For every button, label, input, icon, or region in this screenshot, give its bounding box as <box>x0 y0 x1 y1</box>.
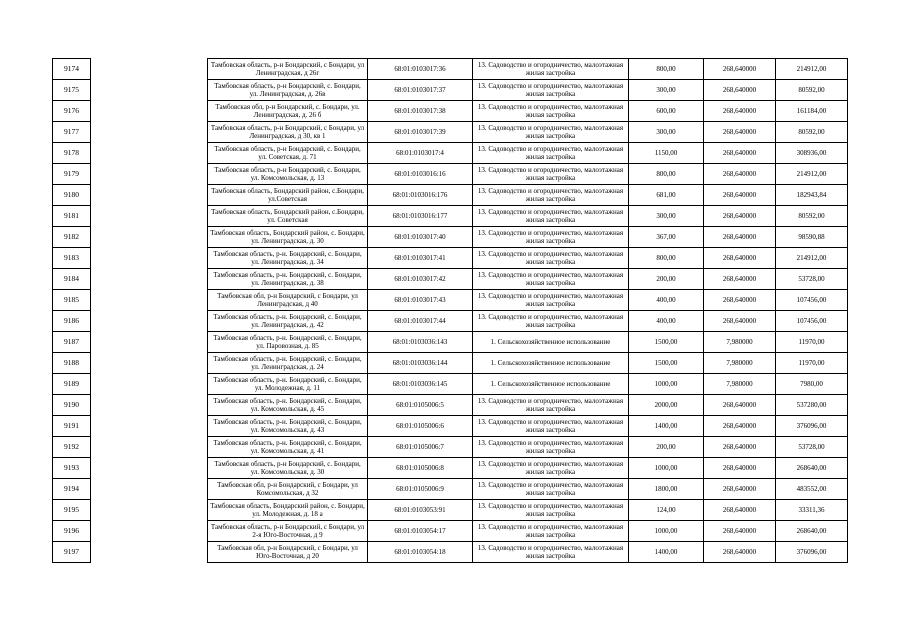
cadastral-value-cell: 182943,84 <box>776 185 848 206</box>
permitted-use-cell: 13. Садоводство и огородничество, малоэтажная жилая застройка <box>473 437 629 458</box>
area-cell: 800,00 <box>629 59 704 80</box>
spacer-cell <box>91 101 208 122</box>
specific-value-cell: 268,640000 <box>704 311 776 332</box>
area-cell: 1150,00 <box>629 143 704 164</box>
table-row <box>53 269 848 290</box>
address-cell: Тамбовская область, р-н Бондарский, с Бондари, ул 2-я Юго-Восточная, д 9 <box>208 521 368 542</box>
cadastral-number-cell: 68:01:0103017:4 <box>368 143 473 164</box>
address-cell: Тамбовская область, р-н Бондарский, с Бондари, ул Ленинградская, д 26г <box>208 59 368 80</box>
cadastral-number-cell: 68:01:0103054:18 <box>368 542 473 563</box>
area-cell: 1000,00 <box>629 521 704 542</box>
spacer-cell <box>91 374 208 395</box>
cadastral-value-table <box>52 58 848 563</box>
spacer-cell <box>91 437 208 458</box>
spacer-cell <box>91 143 208 164</box>
area-cell: 400,00 <box>629 290 704 311</box>
address-cell: Тамбовская область, Бондарский район, с.Бондари, ул.Советская <box>208 185 368 206</box>
address-cell: Тамбовская область, р-н Бондарский, с. Бондари, ул. Советская, д. 71 <box>208 143 368 164</box>
specific-value-cell: 268,640000 <box>704 479 776 500</box>
address-cell: Тамбовская область, р-н. Бондарский, с. Бондари, ул. Комсомольская, д. 43 <box>208 416 368 437</box>
specific-value-cell: 268,640000 <box>704 185 776 206</box>
row-number-cell: 9191 <box>53 416 91 437</box>
address-cell: Тамбовская область, р-н Бондарский, с. Бондари, ул. Ленинградская, д. 26в <box>208 80 368 101</box>
row-number-cell: 9175 <box>53 80 91 101</box>
cadastral-number-cell: 68:01:0105006:5 <box>368 395 473 416</box>
cadastral-number-cell: 68:01:0105006:8 <box>368 458 473 479</box>
address-cell: Тамбовская обл, р-н Бондарский, с Бондари, ул Комсомольская, д 32 <box>208 479 368 500</box>
spacer-cell <box>91 500 208 521</box>
row-number-cell: 9183 <box>53 248 91 269</box>
table-row <box>53 59 848 80</box>
cadastral-number-cell: 68:01:0103017:37 <box>368 80 473 101</box>
cadastral-value-cell: 11970,00 <box>776 332 848 353</box>
row-number-cell: 9188 <box>53 353 91 374</box>
cadastral-value-cell: 80592,00 <box>776 80 848 101</box>
permitted-use-cell: 1. Сельскохозяйственное использование <box>473 374 629 395</box>
cadastral-number-cell: 68:01:0103016:176 <box>368 185 473 206</box>
area-cell: 124,00 <box>629 500 704 521</box>
area-cell: 300,00 <box>629 122 704 143</box>
spacer-cell <box>91 227 208 248</box>
area-cell: 1000,00 <box>629 458 704 479</box>
row-number-cell: 9184 <box>53 269 91 290</box>
table-row <box>53 143 848 164</box>
area-cell: 1000,00 <box>629 374 704 395</box>
specific-value-cell: 268,640000 <box>704 290 776 311</box>
cadastral-number-cell: 68:01:0103017:38 <box>368 101 473 122</box>
cadastral-value-cell: 53728,00 <box>776 269 848 290</box>
table-row <box>53 542 848 563</box>
cadastral-number-cell: 68:01:0103017:43 <box>368 290 473 311</box>
table-row <box>53 521 848 542</box>
row-number-cell: 9196 <box>53 521 91 542</box>
spacer-cell <box>91 521 208 542</box>
permitted-use-cell: 1. Сельскохозяйственное использование <box>473 353 629 374</box>
cadastral-number-cell: 68:01:0103053:91 <box>368 500 473 521</box>
spacer-cell <box>91 269 208 290</box>
address-cell: Тамбовская область, р-н. Бондарский, с. Бондари, ул. Комсомольская, д. 45 <box>208 395 368 416</box>
row-number-cell: 9174 <box>53 59 91 80</box>
cadastral-value-cell: 483552,00 <box>776 479 848 500</box>
area-cell: 1500,00 <box>629 353 704 374</box>
permitted-use-cell: 13. Садоводство и огородничество, малоэтажная жилая застройка <box>473 416 629 437</box>
address-cell: Тамбовская область, р-н. Бондарский, с. Бондари, ул. Молодежная, д. 11 <box>208 374 368 395</box>
permitted-use-cell: 13. Садоводство и огородничество, малоэтажная жилая застройка <box>473 311 629 332</box>
row-number-cell: 9177 <box>53 122 91 143</box>
permitted-use-cell: 13. Садоводство и огородничество, малоэтажная жилая застройка <box>473 290 629 311</box>
cadastral-value-cell: 214912,00 <box>776 59 848 80</box>
table-row <box>53 500 848 521</box>
cadastral-number-cell: 68:01:0103054:17 <box>368 521 473 542</box>
permitted-use-cell: 13. Садоводство и огородничество, малоэтажная жилая застройка <box>473 206 629 227</box>
permitted-use-cell: 13. Садоводство и огородничество, малоэтажная жилая застройка <box>473 59 629 80</box>
cadastral-number-cell: 68:01:0103017:44 <box>368 311 473 332</box>
specific-value-cell: 268,640000 <box>704 248 776 269</box>
address-cell: Тамбовская область, Бондарский район, с. Бондари, ул. Ленинградская, д. 30 <box>208 227 368 248</box>
cadastral-number-cell: 68:01:0103017:36 <box>368 59 473 80</box>
table-row <box>53 290 848 311</box>
spacer-cell <box>91 395 208 416</box>
specific-value-cell: 268,640000 <box>704 500 776 521</box>
cadastral-value-cell: 107456,00 <box>776 311 848 332</box>
cadastral-value-cell: 376096,00 <box>776 542 848 563</box>
cadastral-number-cell: 68:01:0103017:40 <box>368 227 473 248</box>
area-cell: 1800,00 <box>629 479 704 500</box>
specific-value-cell: 7,980000 <box>704 374 776 395</box>
row-number-cell: 9194 <box>53 479 91 500</box>
address-cell: Тамбовская область, Бондарский район, с.Бондари, ул. Советская <box>208 206 368 227</box>
address-cell: Тамбовская область, р-н. Бондарский, с. Бондари, ул. Ленинградская, д. 24 <box>208 353 368 374</box>
specific-value-cell: 268,640000 <box>704 101 776 122</box>
area-cell: 200,00 <box>629 437 704 458</box>
permitted-use-cell: 13. Садоводство и огородничество, малоэтажная жилая застройка <box>473 458 629 479</box>
permitted-use-cell: 13. Садоводство и огородничество, малоэтажная жилая застройка <box>473 269 629 290</box>
area-cell: 1400,00 <box>629 416 704 437</box>
specific-value-cell: 268,640000 <box>704 122 776 143</box>
row-number-cell: 9189 <box>53 374 91 395</box>
address-cell: Тамбовская область, р-н Бондарский, с. Бондари, ул. Комсомольская, д. 13 <box>208 164 368 185</box>
cadastral-number-cell: 68:01:0105006:6 <box>368 416 473 437</box>
spacer-cell <box>91 458 208 479</box>
cadastral-value-cell: 80592,00 <box>776 122 848 143</box>
cadastral-number-cell: 68:01:0103036:144 <box>368 353 473 374</box>
spacer-cell <box>91 122 208 143</box>
row-number-cell: 9178 <box>53 143 91 164</box>
address-cell: Тамбовская обл, р-н Бондарский, с Бондари, ул Юго-Восточная, д 20 <box>208 542 368 563</box>
cadastral-value-cell: 214912,00 <box>776 164 848 185</box>
table-row <box>53 311 848 332</box>
specific-value-cell: 268,640000 <box>704 395 776 416</box>
permitted-use-cell: 13. Садоводство и огородничество, малоэтажная жилая застройка <box>473 542 629 563</box>
specific-value-cell: 268,640000 <box>704 416 776 437</box>
spacer-cell <box>91 80 208 101</box>
cadastral-number-cell: 68:01:0103017:39 <box>368 122 473 143</box>
address-cell: Тамбовская область, р-н. Бондарский, с. Бондари, ул. Ленинградская, д. 34 <box>208 248 368 269</box>
area-cell: 400,00 <box>629 311 704 332</box>
permitted-use-cell: 13. Садоводство и огородничество, малоэтажная жилая застройка <box>473 101 629 122</box>
address-cell: Тамбовская область, р-н. Бондарский, с. Бондари, ул. Паровозная, д. 85 <box>208 332 368 353</box>
row-number-cell: 9187 <box>53 332 91 353</box>
permitted-use-cell: 13. Садоводство и огородничество, малоэтажная жилая застройка <box>473 227 629 248</box>
specific-value-cell: 268,640000 <box>704 164 776 185</box>
spacer-cell <box>91 185 208 206</box>
address-cell: Тамбовская обл, р-н Бондарский, с. Бондари, ул. Ленинградская, д. 26 б <box>208 101 368 122</box>
table-row <box>53 374 848 395</box>
permitted-use-cell: 13. Садоводство и огородничество, малоэтажная жилая застройка <box>473 395 629 416</box>
cadastral-value-cell: 7980,00 <box>776 374 848 395</box>
cadastral-value-cell: 308936,00 <box>776 143 848 164</box>
area-cell: 200,00 <box>629 269 704 290</box>
spacer-cell <box>91 164 208 185</box>
table-row <box>53 80 848 101</box>
table-row <box>53 416 848 437</box>
table-row <box>53 227 848 248</box>
table-row <box>53 122 848 143</box>
permitted-use-cell: 13. Садоводство и огородничество, малоэтажная жилая застройка <box>473 500 629 521</box>
spacer-cell <box>91 311 208 332</box>
spacer-cell <box>91 248 208 269</box>
table-row <box>53 164 848 185</box>
cadastral-value-cell: 80592,00 <box>776 206 848 227</box>
cadastral-number-cell: 68:01:0103017:42 <box>368 269 473 290</box>
spacer-cell <box>91 290 208 311</box>
area-cell: 600,00 <box>629 101 704 122</box>
area-cell: 681,00 <box>629 185 704 206</box>
address-cell: Тамбовская область, р-н Бондарский, с Бондари, ул Ленинградская, д 30, кв 1 <box>208 122 368 143</box>
area-cell: 367,00 <box>629 227 704 248</box>
spacer-cell <box>91 332 208 353</box>
permitted-use-cell: 13. Садоводство и огородничество, малоэтажная жилая застройка <box>473 143 629 164</box>
permitted-use-cell: 13. Садоводство и огородничество, малоэтажная жилая застройка <box>473 185 629 206</box>
address-cell: Тамбовская область, р-н. Бондарский, с. Бондари, ул. Комсомольская, д. 41 <box>208 437 368 458</box>
specific-value-cell: 268,640000 <box>704 437 776 458</box>
row-number-cell: 9186 <box>53 311 91 332</box>
cadastral-value-cell: 214912,00 <box>776 248 848 269</box>
row-number-cell: 9182 <box>53 227 91 248</box>
cadastral-number-cell: 68:01:0103016:16 <box>368 164 473 185</box>
cadastral-value-cell: 98590,88 <box>776 227 848 248</box>
cadastral-number-cell: 68:01:0103017:41 <box>368 248 473 269</box>
specific-value-cell: 268,640000 <box>704 80 776 101</box>
cadastral-number-cell: 68:01:0103036:143 <box>368 332 473 353</box>
row-number-cell: 9192 <box>53 437 91 458</box>
cadastral-number-cell: 68:01:0105006:7 <box>368 437 473 458</box>
specific-value-cell: 268,640000 <box>704 143 776 164</box>
spacer-cell <box>91 59 208 80</box>
table-row <box>53 458 848 479</box>
row-number-cell: 9176 <box>53 101 91 122</box>
cadastral-value-cell: 268640,00 <box>776 458 848 479</box>
table-row <box>53 395 848 416</box>
address-cell: Тамбовская область, Бондарский район, с. Бондари, ул. Молодежная, д. 18 а <box>208 500 368 521</box>
table-row <box>53 185 848 206</box>
permitted-use-cell: 13. Садоводство и огородничество, малоэтажная жилая застройка <box>473 479 629 500</box>
area-cell: 2000,00 <box>629 395 704 416</box>
area-cell: 1400,00 <box>629 542 704 563</box>
spacer-cell <box>91 416 208 437</box>
cadastral-value-cell: 376096,00 <box>776 416 848 437</box>
table-row <box>53 101 848 122</box>
table-row <box>53 437 848 458</box>
spacer-cell <box>91 206 208 227</box>
specific-value-cell: 268,640000 <box>704 206 776 227</box>
specific-value-cell: 268,640000 <box>704 269 776 290</box>
spacer-cell <box>91 479 208 500</box>
spacer-cell <box>91 353 208 374</box>
row-number-cell: 9181 <box>53 206 91 227</box>
cadastral-value-cell: 11970,00 <box>776 353 848 374</box>
specific-value-cell: 7,980000 <box>704 332 776 353</box>
area-cell: 800,00 <box>629 248 704 269</box>
cadastral-number-cell: 68:01:0103036:145 <box>368 374 473 395</box>
specific-value-cell: 268,640000 <box>704 542 776 563</box>
address-cell: Тамбовская область, р-н. Бондарский, с. Бондари, ул. Ленинградская, д. 38 <box>208 269 368 290</box>
permitted-use-cell: 1. Сельскохозяйственное использование <box>473 332 629 353</box>
cadastral-value-cell: 33311,36 <box>776 500 848 521</box>
area-cell: 300,00 <box>629 80 704 101</box>
specific-value-cell: 268,640000 <box>704 458 776 479</box>
address-cell: Тамбовская обл, р-н Бондарский, с Бондари, ул Ленинградская, д 40 <box>208 290 368 311</box>
row-number-cell: 9195 <box>53 500 91 521</box>
permitted-use-cell: 13. Садоводство и огородничество, малоэтажная жилая застройка <box>473 521 629 542</box>
area-cell: 300,00 <box>629 206 704 227</box>
cadastral-value-cell: 268640,00 <box>776 521 848 542</box>
row-number-cell: 9185 <box>53 290 91 311</box>
specific-value-cell: 268,640000 <box>704 59 776 80</box>
table-row <box>53 479 848 500</box>
cadastral-number-cell: 68:01:0105006:9 <box>368 479 473 500</box>
permitted-use-cell: 13. Садоводство и огородничество, малоэтажная жилая застройка <box>473 248 629 269</box>
table-row <box>53 332 848 353</box>
address-cell: Тамбовская область, р-н Бондарский, с. Бондари, ул. Комсомольская, д. 30 <box>208 458 368 479</box>
row-number-cell: 9180 <box>53 185 91 206</box>
area-cell: 800,00 <box>629 164 704 185</box>
permitted-use-cell: 13. Садоводство и огородничество, малоэтажная жилая застройка <box>473 80 629 101</box>
permitted-use-cell: 13. Садоводство и огородничество, малоэтажная жилая застройка <box>473 164 629 185</box>
row-number-cell: 9190 <box>53 395 91 416</box>
address-cell: Тамбовская область, р-н. Бондарский, с. Бондари, ул. Ленинградская, д. 42 <box>208 311 368 332</box>
cadastral-number-cell: 68:01:0103016:177 <box>368 206 473 227</box>
cadastral-value-cell: 537280,00 <box>776 395 848 416</box>
cadastral-value-cell: 161184,00 <box>776 101 848 122</box>
cadastral-value-cell: 107456,00 <box>776 290 848 311</box>
table-row <box>53 248 848 269</box>
cadastral-value-cell: 53728,00 <box>776 437 848 458</box>
specific-value-cell: 268,640000 <box>704 521 776 542</box>
row-number-cell: 9197 <box>53 542 91 563</box>
area-cell: 1500,00 <box>629 332 704 353</box>
table-row <box>53 206 848 227</box>
permitted-use-cell: 13. Садоводство и огородничество, малоэтажная жилая застройка <box>473 122 629 143</box>
row-number-cell: 9193 <box>53 458 91 479</box>
spacer-cell <box>91 542 208 563</box>
table-row <box>53 353 848 374</box>
specific-value-cell: 268,640000 <box>704 227 776 248</box>
specific-value-cell: 7,980000 <box>704 353 776 374</box>
row-number-cell: 9179 <box>53 164 91 185</box>
